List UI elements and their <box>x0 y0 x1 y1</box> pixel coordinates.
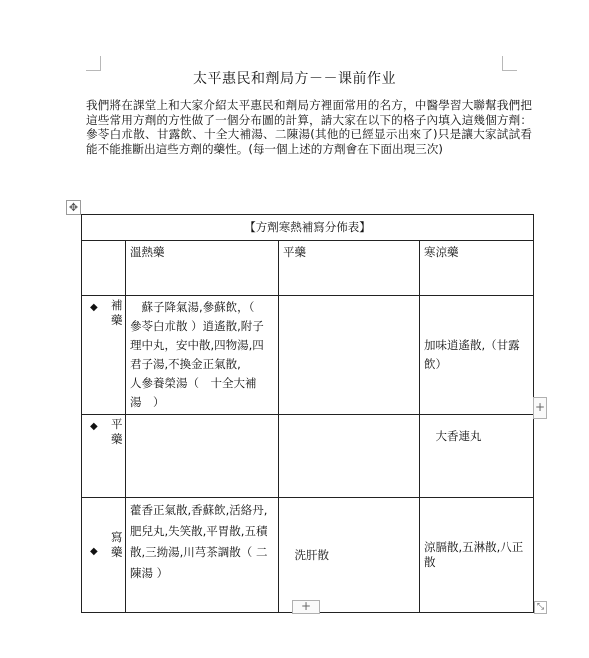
cell-line: 理中丸，安中散,四物湯,四君子湯,不換金正氣散, <box>130 338 264 371</box>
cell-neutral-neutral[interactable] <box>279 415 420 498</box>
table-caption: 【方劑寒熱補寫分佈表】 <box>82 215 534 241</box>
distribution-table <box>81 214 534 613</box>
add-row-icon[interactable]: + <box>292 600 320 614</box>
diamond-bullet-icon: ◆ <box>90 546 98 557</box>
row-label-tonify[interactable] <box>82 296 126 415</box>
row-label-text: 平藥 <box>111 417 123 446</box>
intro-paragraph: 我們將在課堂上和大家介紹太平惠民和劑局方裡面常用的名方，中醫學習大聯幫我們把這些常用方劑的方性做了一個分布圖的計算，請大家在以下的格子內填入這幾個方劑：參苓白朮散、甘露飲、十全大補湯、二陳湯(其他的已經显示出來了)只是讓大家試試看能不能推斷出這些方劑的藥性。(每一個上述的方劑會在下面出現三次) <box>86 98 532 156</box>
cell-neutral-cold[interactable]: 大香連丸 <box>420 415 534 498</box>
document-title: 太平惠民和劑局方－－课前作业 <box>193 71 396 87</box>
header-blank[interactable] <box>82 241 126 296</box>
row-label-purge[interactable] <box>82 498 126 613</box>
cell-purge-warm[interactable]: 藿香正氣散,香蘇飲,活絡丹,肥兒丸,失笑散,平胃散,五積散,三拗湯,川芎茶調散（ 二陳湯 ） <box>126 498 279 613</box>
cell-tonify-neutral[interactable] <box>279 296 420 415</box>
cell-tonify-cold[interactable]: 加味逍遙散,（甘露飲） <box>420 296 534 415</box>
cell-neutral-warm[interactable] <box>126 415 279 498</box>
row-label-text: 補藥 <box>111 298 123 327</box>
cell-tonify-warm[interactable] <box>126 296 279 415</box>
add-column-icon[interactable]: + <box>533 397 547 419</box>
header-neutral[interactable]: 平藥 <box>279 241 420 296</box>
diamond-bullet-icon: ◆ <box>90 421 98 432</box>
row-label-neutral[interactable] <box>82 415 126 498</box>
cell-line: 人參養榮湯（ 十全大補湯 ） <box>130 376 257 409</box>
cell-line: 蘇子降氣湯,參蘇飲，（ 參苓白朮散 ）逍遙散,附子 <box>130 300 270 333</box>
header-cold[interactable]: 寒涼藥 <box>420 241 534 296</box>
row-label-text: 寫藥 <box>111 530 123 559</box>
cell-purge-cold[interactable]: 涼膈散,五淋散,八正散 <box>420 498 534 613</box>
table-move-icon[interactable]: ✥ <box>66 200 81 215</box>
cell-purge-neutral[interactable]: 洗肝散 <box>279 498 420 613</box>
table-resize-icon[interactable]: ⤡ <box>534 601 547 614</box>
diamond-bullet-icon: ◆ <box>90 302 98 313</box>
header-warm[interactable]: 溫熱藥 <box>126 241 279 296</box>
